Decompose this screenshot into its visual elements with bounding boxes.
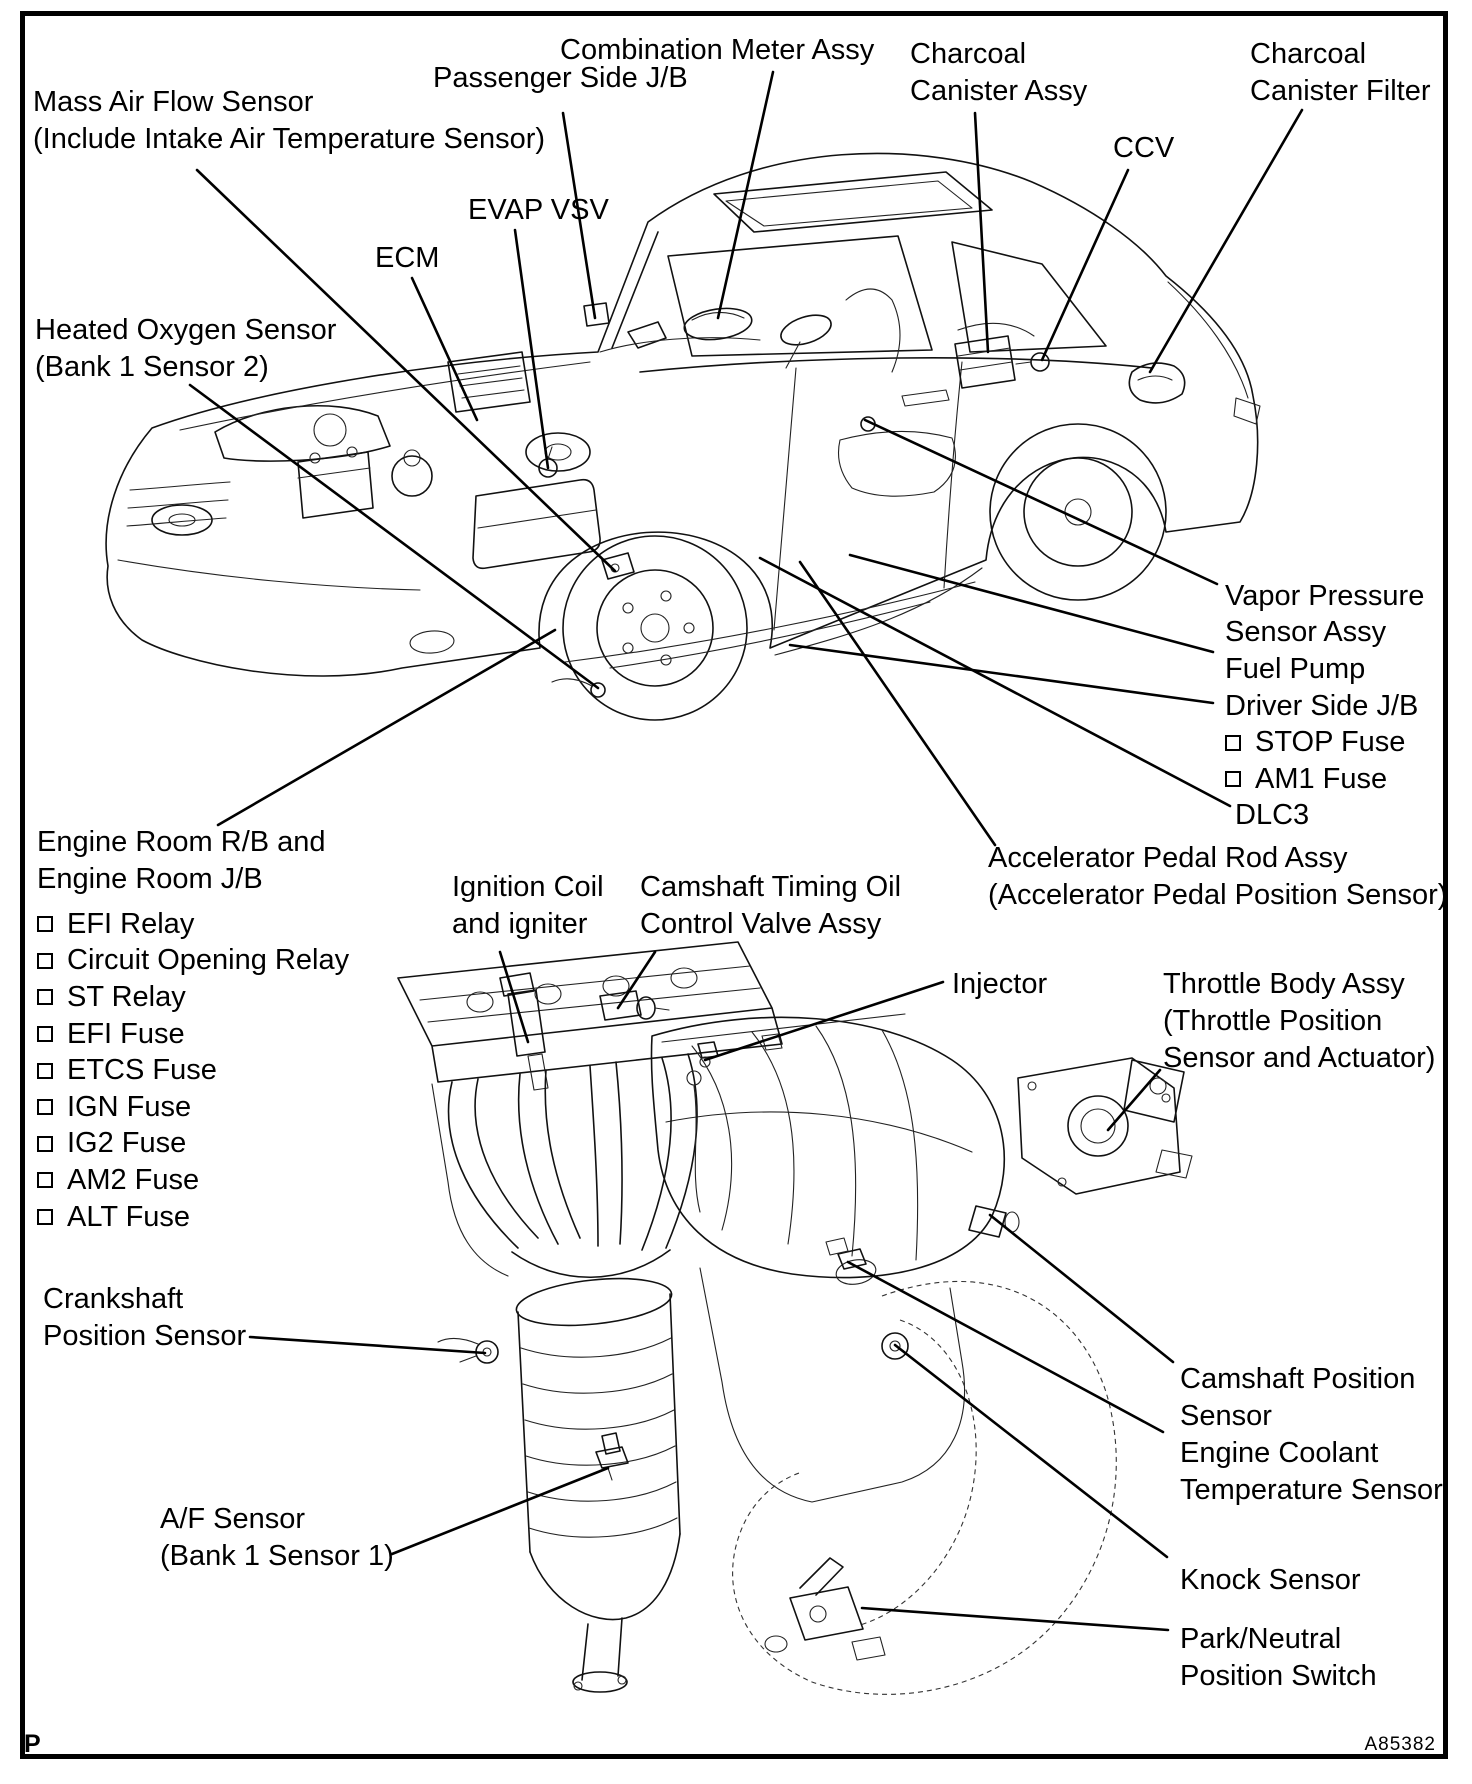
fuel-tank-outline [839,431,956,496]
fuse-item-am1: AM1 Fuse [1225,761,1424,798]
checkbox-icon [37,1209,53,1225]
reservoir-part [392,456,432,496]
fuse-item: ST Relay [37,979,349,1016]
air-cleaner-part [473,480,600,569]
throttle-body-part [1018,1058,1192,1194]
label-ecm: ECM [375,242,440,274]
label-engine-room: Engine Room R/B and Engine Room J/B [37,826,326,895]
rear-wheel [990,424,1166,600]
fuse-item: IGN Fuse [37,1089,349,1126]
underbody-line [565,582,975,662]
engine-room-fuse-list [37,906,349,1235]
label-camshaft-position-ect: Camshaft Position Sensor Engine Coolant Temperature Sensor [1180,1363,1443,1506]
label-cam-timing-valve: Camshaft Timing Oil Control Valve Assy [640,871,902,940]
label-mass-air-flow-sensor: Mass Air Flow Sensor (Include Intake Air Temperature Sensor) [33,86,546,155]
label-dlc3: DLC3 [1235,799,1310,832]
door-seam-front [774,368,796,630]
label-heated-oxygen-sensor: Heated Oxygen Sensor (Bank 1 Sensor 2) [35,314,337,383]
fuse-item-stop: STOP Fuse [1225,724,1424,761]
label-combination-meter: Combination Meter Assy [560,34,875,66]
grille-slats [127,482,230,526]
label-driver-jb: Driver Side J/B [1225,689,1419,722]
label-af-sensor: A/F Sensor (Bank 1 Sensor 1) [160,1503,394,1572]
leader-evap-vsv [515,230,548,468]
leader-injector [705,982,943,1060]
label-injector: Injector [952,968,1048,1000]
label-charcoal-canister-assy: Charcoal Canister Assy [910,38,1088,107]
leader-combination-meter [718,72,773,318]
label-knock-sensor: Knock Sensor [1180,1564,1361,1596]
checkbox-icon [37,1026,53,1042]
fog-light [409,629,454,654]
fuse-item: Circuit Opening Relay [37,943,349,980]
engine-front-edge [432,1084,508,1276]
catalytic-converter [514,1272,680,1692]
checkbox-icon [37,1172,53,1188]
car-body-outline [106,153,1258,676]
valve-cover [398,942,782,1082]
fuse-item: EFI Fuse [37,1016,349,1053]
leader-ect-sensor [848,1262,1163,1432]
label-accelerator-pedal: Accelerator Pedal Rod Assy (Accelerator Pedal Position Sensor) [988,842,1448,911]
label-passenger-jb: Passenger Side J/B [433,62,688,94]
label-ignition-coil: Ignition Coil and igniter [452,871,604,940]
door-seam-rear [944,362,962,588]
figure-code: A85382 [1364,1734,1436,1755]
trunk-seam [1168,282,1248,398]
checkbox-icon [37,953,53,969]
door-handle [902,390,949,406]
leader-heated-oxygen-sensor [190,385,598,688]
leader-ccv [1042,170,1128,360]
leader-accelerator-pedal [800,562,995,845]
leader-charcoal-canister-assy [975,113,988,352]
checkbox-icon [37,989,53,1005]
fuel-rail [662,1014,905,1042]
fuse-item: IG2 Fuse [37,1126,349,1163]
af-sensor-part [596,1433,628,1480]
intake-manifold [651,1017,1004,1277]
transmission-outline [733,1281,1117,1694]
leader-dlc3 [760,558,1230,806]
leader-park-neutral-switch [862,1608,1168,1630]
leader-throttle-body [1108,1070,1160,1130]
canister-filter-part [1129,363,1184,403]
label-right-side-stack [1225,578,1424,834]
checkbox-icon [37,1099,53,1115]
checkbox-icon [1225,735,1241,751]
mass-air-flow-sensor-part [602,553,634,579]
leader-ecm [412,278,477,420]
label-charcoal-canister-filter: Charcoal Canister Filter [1250,38,1431,107]
leader-driver-jb [790,645,1213,703]
sunroof [714,172,992,232]
car-illustration [106,153,1260,720]
label-crankshaft-sensor: Crankshaft Position Sensor [43,1283,247,1352]
engine-illustration [398,942,1192,1694]
exhaust-manifold [449,1054,697,1277]
leader-fuel-pump [850,555,1213,652]
passenger-jb-part [584,303,609,326]
label-throttle-body: Throttle Body Assy (Throttle Position Sensor and Actuator) [1163,968,1436,1074]
bumper-crease [118,560,420,590]
label-vapor-pressure-1: Vapor Pressure [1225,579,1425,612]
leader-camshaft-position-sensor [990,1215,1173,1362]
leader-engine-room-rb-jb [218,630,555,825]
fuse-item: EFI Relay [37,906,349,943]
cam-timing-oil-control-valve-part [600,991,669,1020]
label-vapor-pressure-2: Sensor Assy [1225,616,1387,649]
checkbox-icon [37,1136,53,1152]
leader-knock-sensor [895,1345,1167,1557]
quarter-window [952,242,1106,352]
label-evap-vsv: EVAP VSV [468,194,609,226]
a-pillar-line [612,232,658,348]
intake-runners [692,1026,918,1260]
label-ccv: CCV [1113,132,1175,164]
charcoal-canister-part [955,336,1015,388]
fuse-item: ALT Fuse [37,1199,349,1236]
checkbox-icon [1225,771,1241,787]
leader-af-sensor [392,1468,608,1554]
label-fuel-pump: Fuel Pump [1225,652,1366,685]
cowl-line [600,338,760,352]
fuse-item: AM2 Fuse [37,1162,349,1199]
fuse-item: ETCS Fuse [37,1052,349,1089]
leader-vapor-pressure-sensor [865,420,1217,584]
page-marker: P [24,1730,41,1758]
leader-crankshaft-sensor [250,1337,485,1353]
checkbox-icon [37,916,53,932]
strut-tower [526,433,590,471]
label-park-neutral-switch: Park/Neutral Position Switch [1180,1623,1377,1692]
checkbox-icon [37,1063,53,1079]
